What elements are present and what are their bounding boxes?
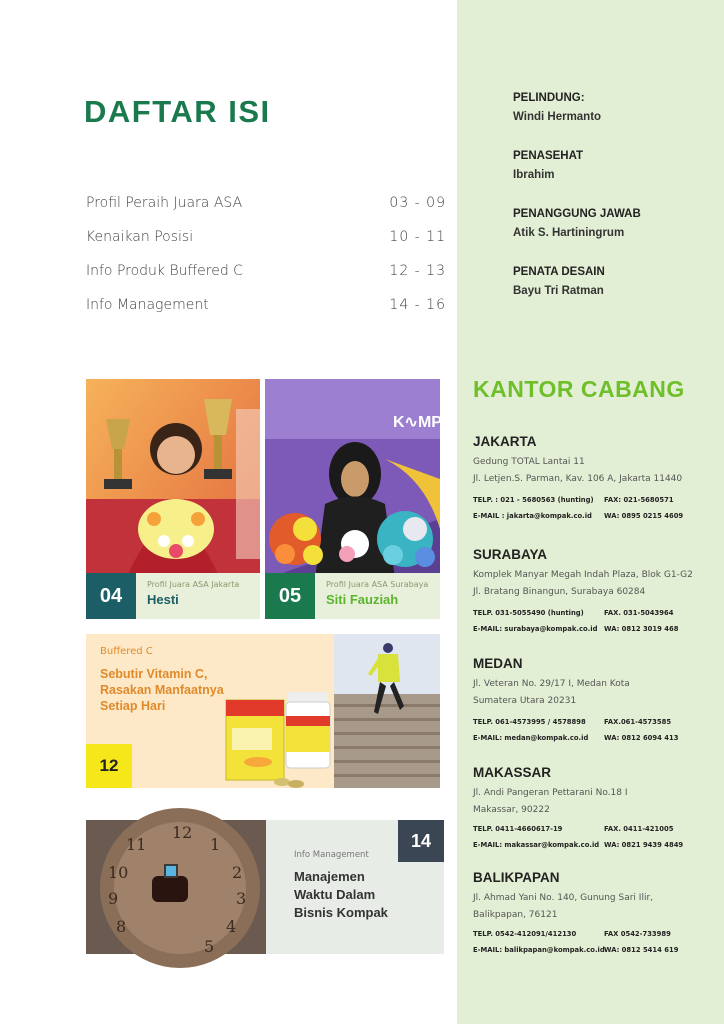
- svg-text:K∿MPA: K∿MPA: [393, 414, 453, 431]
- caption-strip: [86, 573, 260, 619]
- branch-fax: FAX: 021-5680571: [604, 496, 674, 504]
- branch-city: BALIKPAPAN: [473, 870, 560, 885]
- branch-address-line: Komplek Manyar Megah Indah Plaza, Blok G1-G2: [473, 570, 693, 580]
- toc-item-pages: 03 - 09: [389, 195, 446, 211]
- page-number: 14: [398, 820, 444, 862]
- svg-text:3: 3: [236, 889, 247, 908]
- clock-photo: [86, 820, 266, 954]
- page-number: 05: [265, 573, 315, 619]
- runner-photo: [334, 634, 440, 788]
- branch-email[interactable]: E-MAIL: balikpapan@kompak.co.id: [473, 946, 605, 954]
- branch-address-line: Jl. Letjen.S. Parman, Kav. 106 A, Jakarta 11440: [473, 474, 683, 484]
- branch-whatsapp: WA: 0812 5414 619: [604, 946, 679, 954]
- svg-text:11: 11: [126, 835, 147, 854]
- toc-item[interactable]: [86, 186, 446, 220]
- branch-address-line: Jl. Andi Pangeran Pettarani No.18 I: [473, 788, 628, 798]
- svg-text:9: 9: [108, 889, 119, 908]
- branch-whatsapp: WA: 0821 9439 4849: [604, 841, 684, 849]
- staff-role: PENANGGUNG JAWAB: [513, 208, 641, 220]
- branch-phone: TELP. 0411-4660617-19: [473, 825, 563, 833]
- branch-whatsapp: WA: 0812 6094 413: [604, 734, 679, 742]
- branch-fax: FAX. 0411-421005: [604, 825, 674, 833]
- toc-item[interactable]: [86, 288, 446, 322]
- branch-contact-row: [473, 512, 719, 528]
- card-name: Hesti: [147, 592, 179, 607]
- branch-address-line: Jl. Ahmad Yani No. 140, Gunung Sari Ilir,: [473, 893, 654, 903]
- branch-email[interactable]: E-MAIL: medan@kompak.co.id: [473, 734, 589, 742]
- branch-phone: TELP. 031-5055490 (hunting): [473, 609, 584, 617]
- svg-text:8: 8: [116, 917, 127, 936]
- toc-item-label: Kenaikan Posisi: [86, 229, 194, 245]
- branch-phone: TELP. : 021 - 5680563 (hunting): [473, 496, 594, 504]
- svg-text:10: 10: [108, 863, 129, 882]
- staff-role: PENATA DESAIN: [513, 266, 605, 278]
- branch-phone: TELP. 061-4573995 / 4578898: [473, 718, 586, 726]
- branch-email[interactable]: E-MAIL: surabaya@kompak.co.id: [473, 625, 598, 633]
- info-management-card[interactable]: [86, 820, 444, 954]
- branch-address-line: Sumatera Utara 20231: [473, 696, 577, 706]
- buffered-c-panel: [86, 634, 334, 788]
- branch-address-line: Balikpapan, 76121: [473, 910, 558, 920]
- staff-entry: [513, 266, 713, 324]
- toc-list: [86, 186, 446, 322]
- card-caption: Info Management: [294, 850, 369, 860]
- info-management-panel: [266, 820, 444, 954]
- staff-entry: [513, 92, 713, 150]
- branch-fax: FAX 0542-733989: [604, 930, 671, 938]
- branch-address-line: Jl. Veteran No. 29/17 I, Medan Kota: [473, 679, 630, 689]
- toc-item[interactable]: [86, 254, 446, 288]
- staff-entry: [513, 150, 713, 208]
- svg-text:2: 2: [232, 863, 243, 882]
- card-caption: Buffered C: [100, 646, 153, 657]
- toc-item-pages: 10 - 11: [389, 229, 446, 245]
- branch-contact-row: [473, 718, 719, 734]
- branch-contact-row: [473, 625, 719, 641]
- branch-fax: FAX. 031-5043964: [604, 609, 674, 617]
- branch-city: JAKARTA: [473, 434, 537, 449]
- branch-contact-row: [473, 930, 719, 946]
- toc-item-label: Info Management: [86, 297, 209, 313]
- branch-address-line: Jl. Bratang Binangun, Surabaya 60284: [473, 587, 646, 597]
- branch-whatsapp: WA: 0812 3019 468: [604, 625, 679, 633]
- branch-contact-row: [473, 734, 719, 750]
- toc-item-pages: 12 - 13: [389, 263, 446, 279]
- toc-item[interactable]: [86, 220, 446, 254]
- branch-fax: FAX.061-4573585: [604, 718, 672, 726]
- toc-item-label: Profil Peraih Juara ASA: [86, 195, 243, 211]
- branch-balikpapan: [473, 870, 719, 962]
- staff-person: Atik S. Hartiningrum: [513, 227, 625, 239]
- branch-city: MEDAN: [473, 656, 523, 671]
- branch-phone: TELP. 0542-412091/412130: [473, 930, 577, 938]
- branch-city: SURABAYA: [473, 547, 548, 562]
- svg-text:1: 1: [210, 835, 221, 854]
- staff-entry: [513, 208, 713, 266]
- buffered-c-card[interactable]: [86, 634, 440, 788]
- branch-contact-row: [473, 946, 719, 962]
- product-box-image: [224, 692, 334, 788]
- editorial-staff: [513, 92, 713, 324]
- staff-role: PENASEHAT: [513, 150, 584, 162]
- staff-person: Ibrahim: [513, 169, 555, 181]
- profile-card-hesti[interactable]: [86, 379, 260, 619]
- card-caption: Profil Juara ASA Surabaya: [326, 580, 429, 589]
- svg-text:4: 4: [226, 917, 237, 936]
- branch-contact-row: [473, 609, 719, 625]
- svg-text:12: 12: [172, 823, 193, 842]
- caption-strip: [265, 573, 440, 619]
- card-headline: Sebutir Vitamin C, Rasakan Manfaatnya Setiap Hari: [100, 667, 224, 713]
- card-caption: Profil Juara ASA Jakarta: [147, 580, 240, 589]
- branch-contact-row: [473, 496, 719, 512]
- branch-medan: [473, 656, 719, 750]
- branch-jakarta: [473, 434, 719, 528]
- card-headline: Manajemen Waktu Dalam Bisnis Kompak: [294, 869, 388, 920]
- staff-person: Windi Hermanto: [513, 111, 602, 123]
- branch-city: MAKASSAR: [473, 765, 552, 780]
- branch-contact-row: [473, 841, 719, 857]
- profile-card-siti[interactable]: [265, 379, 453, 619]
- card-name: Siti Fauziah: [326, 592, 399, 607]
- branch-email[interactable]: E-MAIL : jakarta@kompak.co.id: [473, 512, 592, 520]
- svg-text:5: 5: [204, 937, 215, 956]
- branch-makassar: [473, 765, 719, 857]
- kantor-cabang-title: KANTOR CABANG: [473, 376, 685, 402]
- branch-whatsapp: WA: 0895 0215 4609: [604, 512, 684, 520]
- branch-address-line: Makassar, 90222: [473, 805, 550, 815]
- branch-surabaya: [473, 547, 719, 641]
- toc-title: DAFTAR ISI: [84, 94, 271, 129]
- staff-person: Bayu Tri Ratman: [513, 285, 604, 297]
- toc-item-label: Info Produk Buffered C: [86, 263, 243, 279]
- page-number: 12: [86, 744, 132, 788]
- branch-email[interactable]: E-MAIL: makassar@kompak.co.id: [473, 841, 600, 849]
- page-number: 04: [86, 573, 136, 619]
- staff-role: PELINDUNG:: [513, 92, 585, 104]
- toc-item-pages: 14 - 16: [389, 297, 446, 313]
- branch-address-line: Gedung TOTAL Lantai 11: [473, 457, 585, 467]
- branch-contact-row: [473, 825, 719, 841]
